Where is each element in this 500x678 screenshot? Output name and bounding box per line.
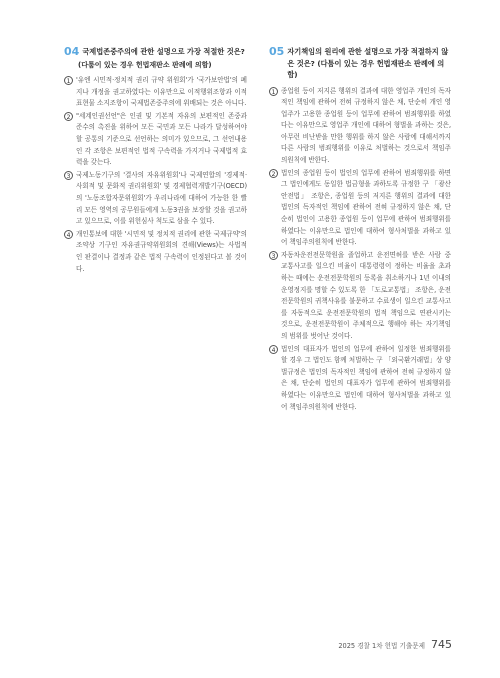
page-footer [338,638,452,651]
option-text: 국제노동기구의 '결사의 자유위원회'나 국제연합의 '경제적·사회적 및 문화적 권리위원회' 및 경제협력개발기구(OECD)의 '노동조합자문위원회'가 우리나라에 대하여 가능한 한 빨리 모든 영역의 공무원들에게 노동3권을 보장할 것을 권고하고 있으므로, 이를 위헌심사 척도로 삼을 수 있다. [76,170,247,226]
question-number: 04 [64,45,80,58]
option-4 [64,229,247,275]
option-text: 자동차운전전문학원을 졸업하고 운전면허를 받은 사람 중 교통사고를 일으킨 비율이 대통령령이 정하는 비율을 초과하는 때에는 운전전문학원의 등록을 취소하거나 1년 이내의 운영정지를 명할 수 있도록 한 「도로교통법」 조항은, 운전전문학원의 귀책사유를 불문하고 수료생이 일으킨 교통사고를 자동적으로 운전전문학원의 법적 책임으로 연관시키는 것으로, 운전전문학원이 주체적으로 행해야 하는 자기책임의 범위를 벗어난 것이다. [281,250,451,340]
question-subtitle: (다툼이 있는 경우 헌법재판소 판례에 의함) [78,61,212,69]
option-marker: 2 [64,112,73,121]
option-text: 법인의 종업원 등이 법인의 업무에 관하여 범죄행위를 하면 그 법인에게도 동일한 법금형을 과하도록 규정한 구 「광산안전법」 조항은, 종업원 등의 저지른 행위의 결과에 대한 법인의 독자적인 책임에 관하여 전혀 규정하지 않은 채, 단순히 법인이 고용한 종업원 등이 업무에 관하여 범죄행위를 하였다는 이유만으로 법인에 대하여 형사처벌을 과하고 있어 책임주의원칙에 반한다. [281,168,451,247]
question-5 [269,46,451,414]
question-title: 국제법존중주의에 관한 설명으로 가장 적절한 것은? [82,47,245,56]
question-4 [64,46,247,276]
option-4 [269,344,451,414]
option-marker: 4 [269,345,278,354]
option-3 [269,250,451,343]
question-5-header [269,46,451,81]
option-marker: 4 [64,230,73,239]
option-1 [269,86,451,167]
option-marker: 3 [269,251,278,260]
option-text: "세계인권선언"은 인권 및 기본적 자유의 보편적인 존중과 준수의 촉진을 위하여 모든 국민과 모든 나라가 달성하여야 할 공통의 기준으로 선언하는 의미가 있으므로, 그 선언내용인 각 조항은 보편적인 법적 구속력을 가지거나 국제법적 효력을 갖는다. [76,111,247,167]
option-2 [269,168,451,249]
option-text: 개인통보에 대한 '시민적 및 정치적 권리에 관한 국제규약'의 조약상 기구인 자유권규약위원회의 견해(Views)는 사법적인 판결이나 결정과 같은 법적 구속력이 인정된다고 볼 것이다. [76,229,247,273]
footer-title: 2025 경찰 1차 헌법 기출문제 [338,642,425,650]
question-4-header [64,46,247,58]
option-marker: 2 [269,169,278,178]
question-number: 05 [269,45,285,58]
question-title: 자기책임의 원리에 관한 설명으로 가장 적절하지 않은 것은? (다툼이 있는 경우 헌법재판소 판례에 의함) [287,47,449,79]
option-marker: 1 [269,87,278,96]
option-marker: 1 [64,76,73,85]
page-number: 745 [431,638,452,651]
option-marker: 3 [64,171,73,180]
option-2 [64,111,247,169]
option-text: 법인의 대표자가 법인의 업무에 관하여 일정한 범죄행위를 할 경우 그 법인도 함께 처벌하는 구 「외국환거래법」상 양벌규정은 법인의 독자적인 책임에 관하여 전혀 규정하지 않은 채, 단순히 법인의 대표자가 업무에 관하여 범죄행위를 하였다는 이유만으로 법인에 대하여 형사처벌을 과하고 있어 책임주의원칙에 반한다. [281,344,451,411]
option-text: '유엔 시민적·정치적 권리 규약 위원회'가 '국가보안법'의 폐지나 개정을 권고하였다는 이유만으로 이적행위조항과 이적표현물 소지조항이 국제법존중주의에 위배되는 것은 아니다. [76,76,247,108]
option-text: 종업원 등이 저지른 행위의 결과에 대한 영업주 개인의 독자적인 책임에 관하여 전혀 규정하지 않은 채, 단순히 개인 영업주가 고용한 종업원 등이 업무에 관하여 범죄행위를 하였다는 이유만으로 영업주 개인에 대하여 형벌을 과하는 것은, 아무런 비난받을 만한 행위를 하지 않은 사람에 대해서까지 다른 사람의 범죄행위를 이유로 처벌하는 것으로서 책임주의원칙에 반한다. [281,86,451,165]
option-1 [64,75,247,110]
option-3 [64,170,247,228]
